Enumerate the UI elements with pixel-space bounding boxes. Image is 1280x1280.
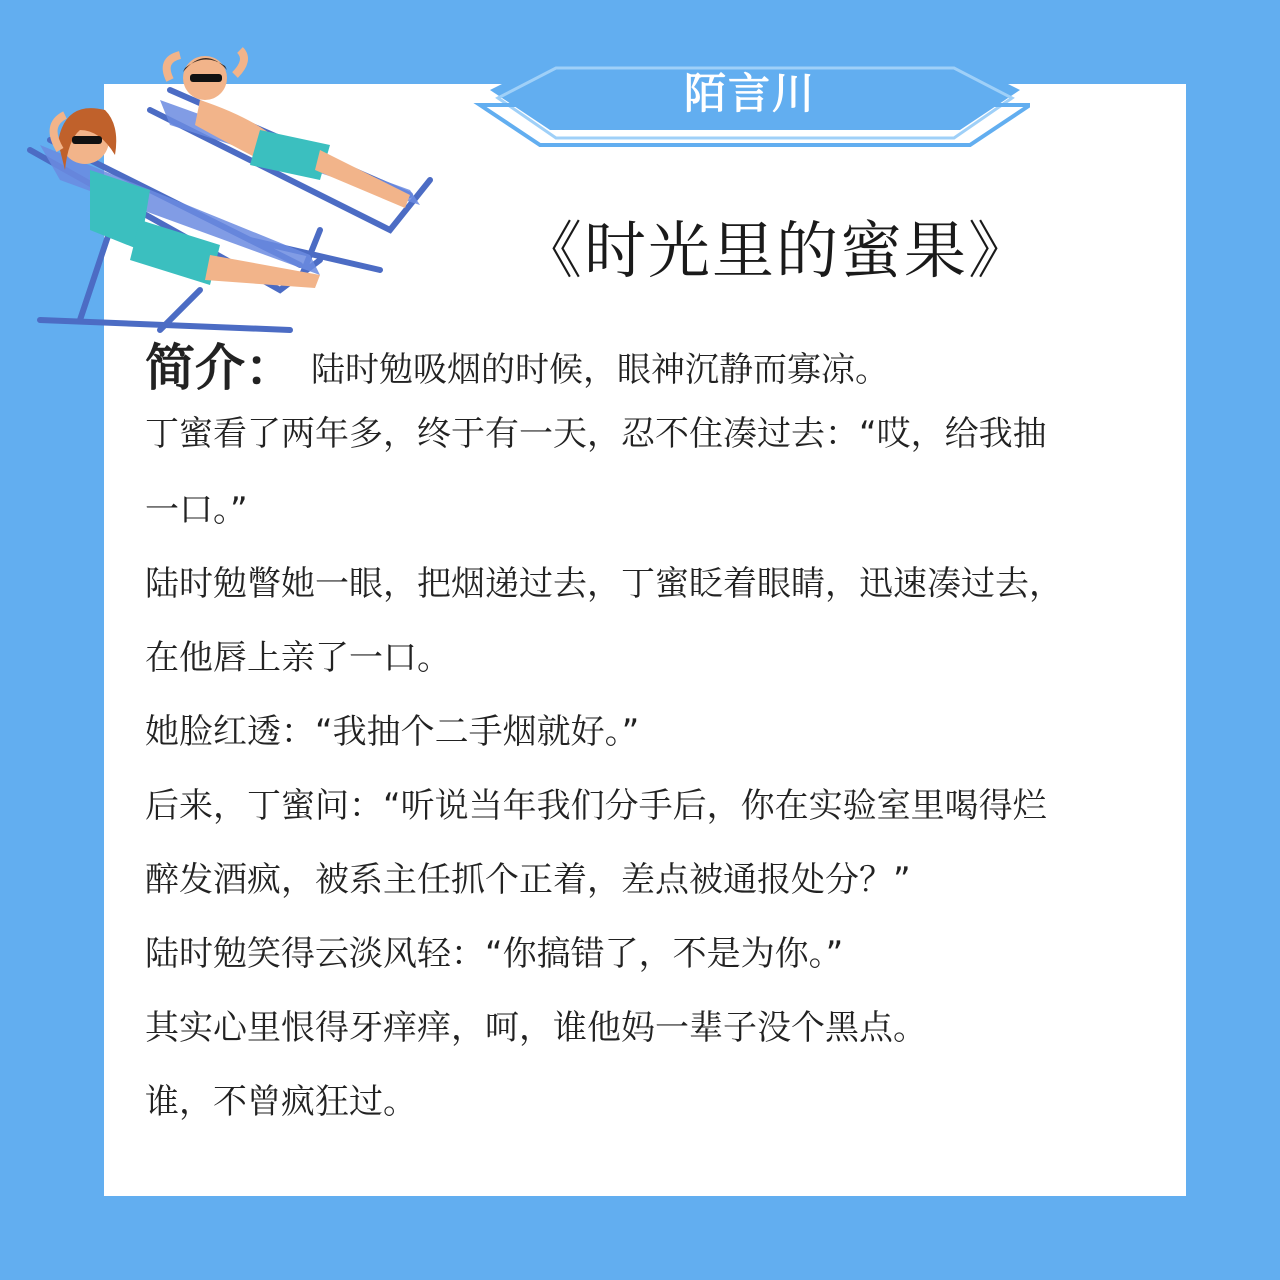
- book-title: 《时光里的蜜果》: [520, 214, 1033, 287]
- intro-text-line: 陆时勉瞥她一眼，把烟递过去，丁蜜眨着眼睛，迅速凑过去，: [145, 564, 1063, 604]
- intro-text-line: 丁蜜看了两年多，终于有一天，忍不住凑过去：“哎，给我抽: [145, 414, 1047, 454]
- intro-text-line: 醉发酒疯，被系主任抓个正着，差点被通报处分？”: [145, 860, 911, 900]
- intro-text-line: 她脸红透：“我抽个二手烟就好。”: [145, 712, 640, 752]
- author-name: 陌言川: [683, 69, 816, 118]
- intro-text-line: 陆时勉笑得云淡风轻：“你搞错了，不是为你。”: [145, 934, 844, 974]
- intro-text-line: 其实心里恨得牙痒痒，呵，谁他妈一辈子没个黑点。: [145, 1008, 927, 1048]
- intro-text-line: 在他唇上亲了一口。: [145, 638, 451, 678]
- intro-text-line-1: 陆时勉吸烟的时候，眼神沉静而寡凉。: [311, 350, 889, 390]
- intro-first-line: [145, 338, 889, 397]
- intro-text-line: 后来，丁蜜问：“听说当年我们分手后，你在实验室里喝得烂: [145, 786, 1047, 826]
- sunbathing-couple-icon: [20, 30, 460, 340]
- intro-text-line: 一口。”: [145, 490, 248, 530]
- intro-label: 简介：: [145, 338, 295, 397]
- intro-text-line: 谁，不曾疯狂过。: [145, 1082, 417, 1122]
